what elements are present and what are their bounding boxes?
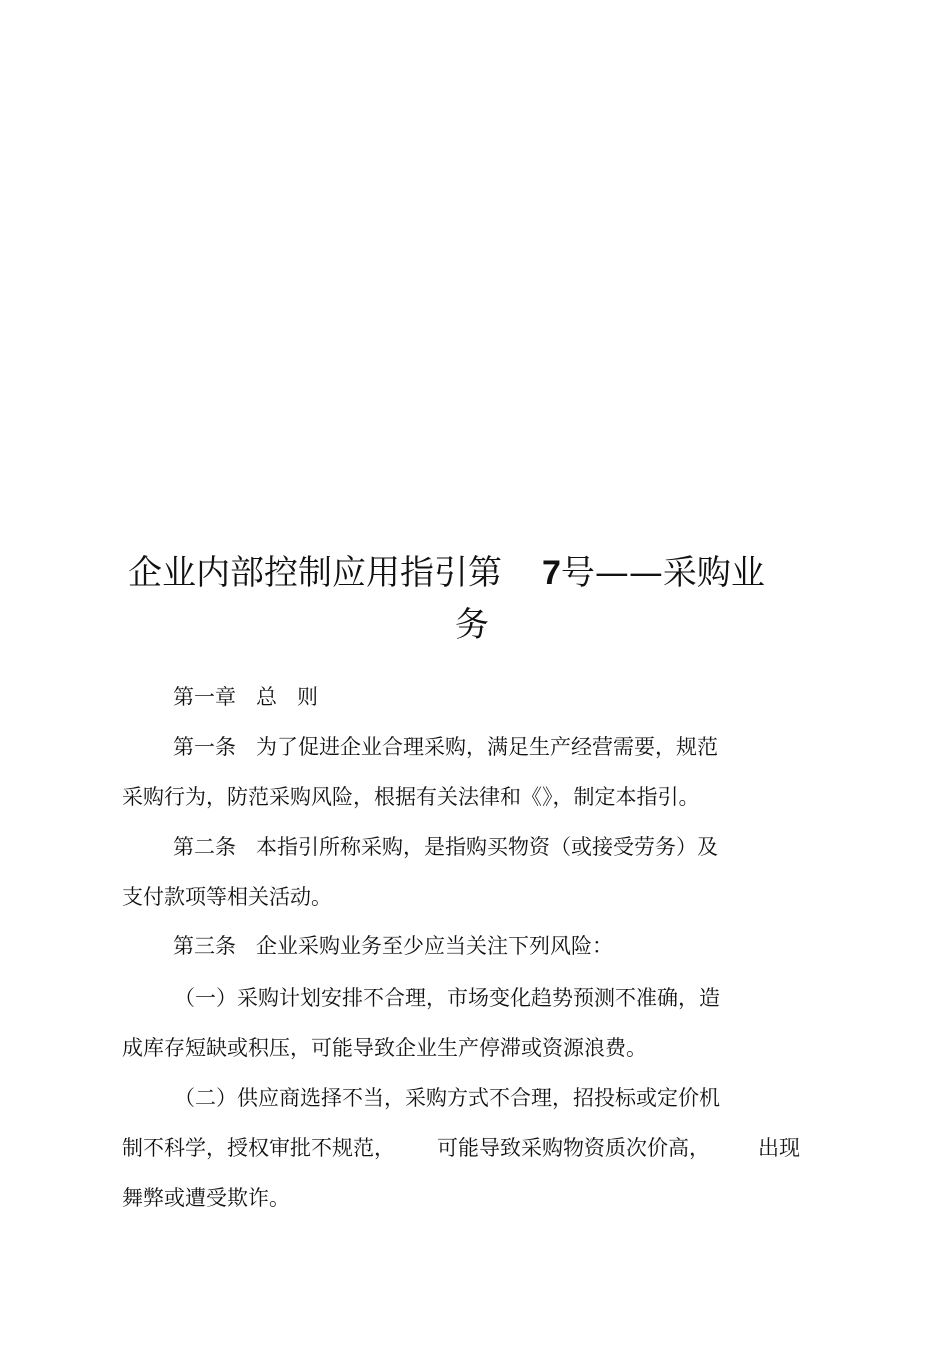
risk-2-line-2-part3: 出现 bbox=[758, 1136, 800, 1160]
article-1-line-2: 采购行为，防范采购风险，根据有关法律和《》，制定本指引。 bbox=[122, 785, 700, 809]
risk-2-line-2-part2: 可能导致采购物资质次价高， bbox=[437, 1136, 710, 1160]
article-2-line-1 bbox=[173, 833, 718, 861]
chapter-label: 第一章 bbox=[173, 685, 236, 709]
article-3-line-1 bbox=[173, 932, 613, 960]
chapter-name-part1: 总 bbox=[256, 685, 277, 709]
risk-2-line-2-part1: 制不科学，授权审批不规范， bbox=[122, 1136, 395, 1160]
article-3-text: 企业采购业务至少应当关注下列风险： bbox=[256, 934, 613, 958]
article-1-label: 第一条 bbox=[173, 735, 236, 759]
chapter-heading bbox=[173, 683, 318, 711]
article-1-text: 为了促进企业合理采购，满足生产经营需要，规范 bbox=[256, 735, 718, 759]
article-2-line-2: 支付款项等相关活动。 bbox=[122, 885, 332, 909]
title-prefix: 企业内部控制应用指引第 bbox=[128, 553, 502, 593]
risk-2-line-1: （二）供应商选择不当，采购方式不合理，招投标或定价机 bbox=[174, 1086, 720, 1110]
article-2-label: 第二条 bbox=[173, 835, 236, 859]
risk-2-line-2 bbox=[122, 1134, 800, 1162]
article-1-line-1 bbox=[173, 733, 718, 761]
title-number: 7 bbox=[542, 554, 561, 592]
risk-2-line-3: 舞弊或遭受欺诈。 bbox=[122, 1186, 290, 1210]
document-title-line-2: 务 bbox=[455, 605, 489, 645]
risk-1-line-1: （一）采购计划安排不合理，市场变化趋势预测不准确，造 bbox=[174, 986, 720, 1010]
article-3-label: 第三条 bbox=[173, 934, 236, 958]
article-2-text: 本指引所称采购，是指购买物资（或接受劳务）及 bbox=[256, 835, 718, 859]
risk-1-line-2: 成库存短缺或积压，可能导致企业生产停滞或资源浪费。 bbox=[122, 1036, 647, 1060]
chapter-name-part2: 则 bbox=[297, 685, 318, 709]
title-suffix: 号——采购业 bbox=[560, 553, 765, 593]
document-title-line-1 bbox=[128, 553, 765, 593]
